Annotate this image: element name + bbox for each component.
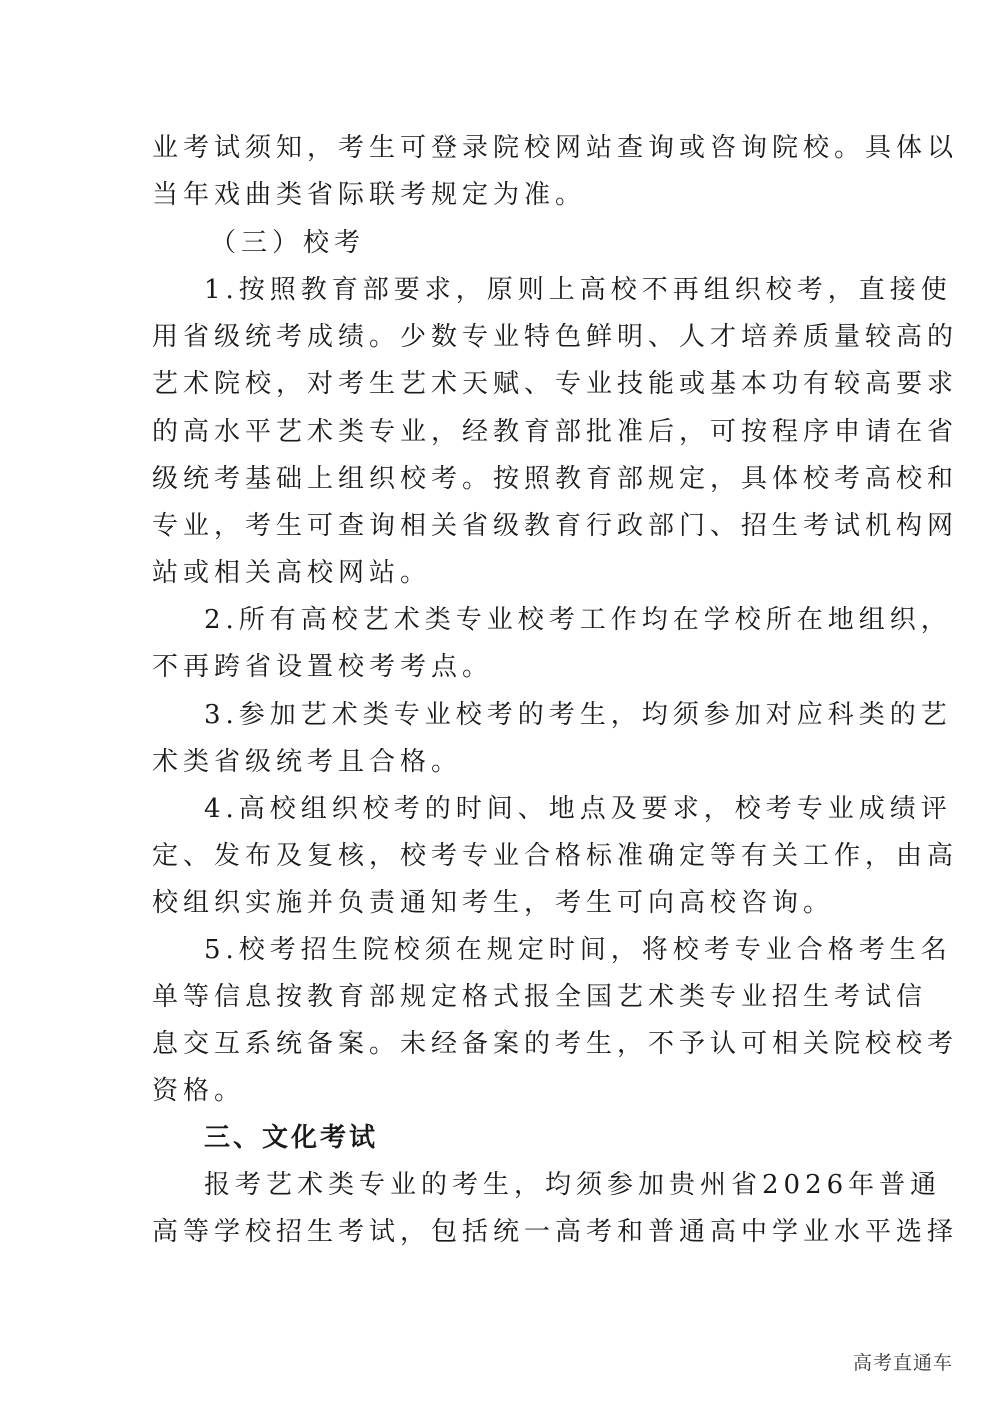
paragraph-line: 3.参加艺术类专业校考的考生，均须参加对应科类的艺	[204, 700, 952, 730]
paragraph-line: 定、发布及复核，校考专业合格标准确定等有关工作，由高	[152, 841, 959, 871]
paragraph-line: 报考艺术类专业的考生，均须参加贵州省2026年普通	[204, 1170, 942, 1200]
paragraph-line: 5.校考招生院校须在规定时间，将校考专业合格考生名	[204, 935, 952, 965]
paragraph-line: 4.高校组织校考的时间、地点及要求，校考专业成绩评	[204, 794, 952, 824]
paragraph-line: 专业，考生可查询相关省级教育行政部门、招生考试机构网	[152, 511, 959, 541]
paragraph-line: 站或相关高校网站。	[152, 558, 432, 588]
paragraph-line: 不再跨省设置校考考点。	[152, 652, 494, 682]
paragraph-line: 校组织实施并负责通知考生，考生可向高校咨询。	[152, 888, 835, 918]
paragraph-line: 级统考基础上组织校考。按照教育部规定，具体校考高校和	[152, 464, 959, 494]
paragraph-line: 高等学校招生考试，包括统一高考和普通高中学业水平选择	[152, 1217, 959, 1247]
watermark: 高考直通车	[853, 1352, 954, 1374]
paragraph-line: 术类省级统考且合格。	[152, 747, 463, 777]
paragraph-line: 息交互系统备案。未经备案的考生，不予认可相关院校校考	[152, 1029, 959, 1059]
paragraph-line: 资格。	[152, 1076, 246, 1106]
paragraph-line: 2.所有高校艺术类专业校考工作均在学校所在地组织，	[204, 605, 952, 635]
paragraph-line: 用省级统考成绩。少数专业特色鲜明、人才培养质量较高的	[152, 322, 959, 352]
paragraph-line: 1.按照教育部要求，原则上高校不再组织校考，直接使	[204, 275, 952, 305]
paragraph-line: 的高水平艺术类专业，经教育部批准后，可按程序申请在省	[152, 417, 959, 447]
section-heading: 三、文化考试	[204, 1123, 379, 1153]
paragraph-line: 当年戏曲类省际联考规定为准。	[152, 180, 587, 210]
paragraph-line: 业考试须知，考生可登录院校网站查询或咨询院校。具体以	[152, 133, 959, 163]
paragraph-line: 艺术院校，对考生艺术天赋、专业技能或基本功有较高要求	[152, 369, 959, 399]
paragraph-line: 单等信息按教育部规定格式报全国艺术类专业招生考试信	[152, 982, 928, 1012]
section-subheading: （三）校考	[210, 228, 366, 258]
